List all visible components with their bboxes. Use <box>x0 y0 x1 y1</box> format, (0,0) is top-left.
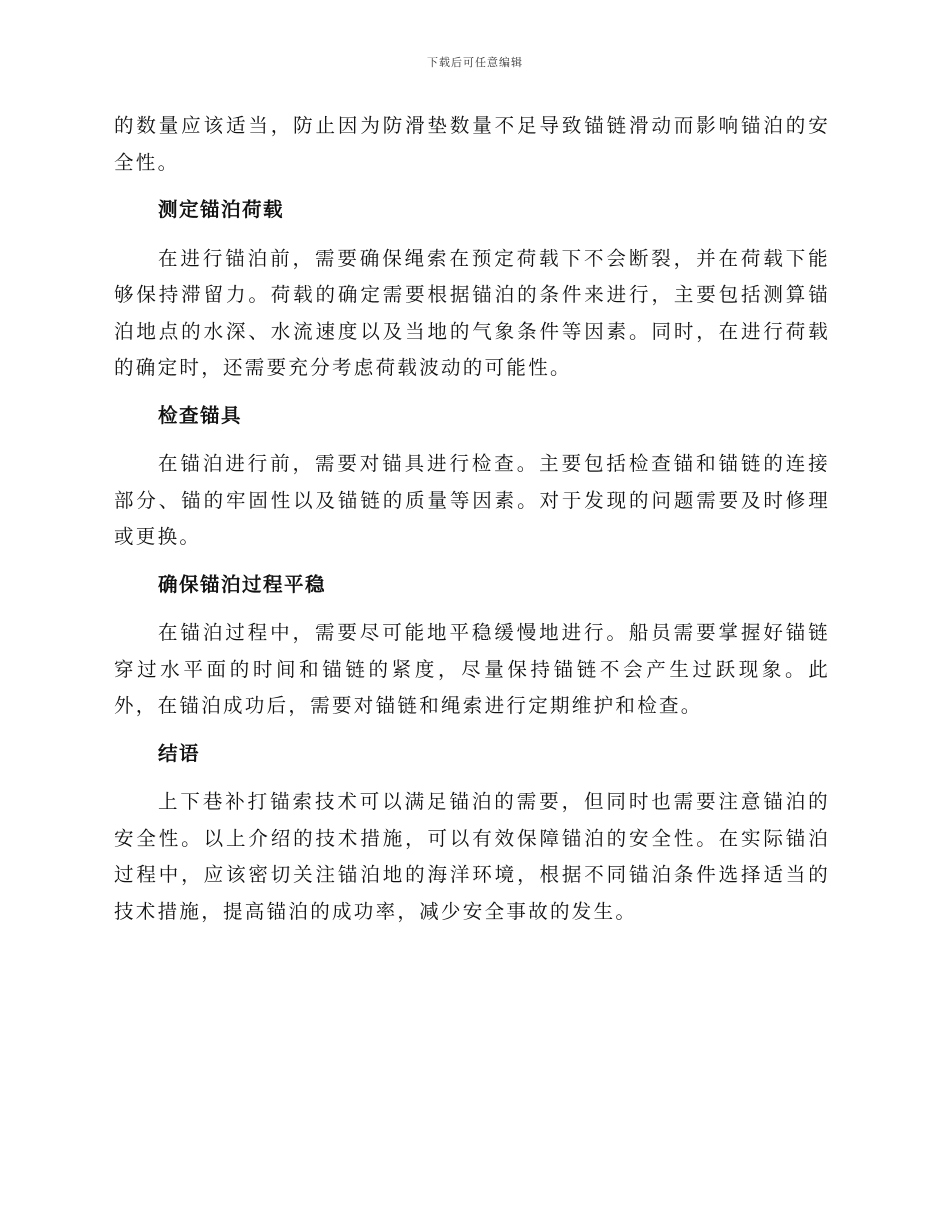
section-heading-smooth-process: 确保锚泊过程平稳 <box>158 572 327 596</box>
spacer <box>114 725 830 736</box>
section-body-inspect-anchor: 在锚泊进行前，需要对锚具进行检查。主要包括检查锚和锚链的连接部分、锚的牢固性以及锚链的质量等因素。对于发现的问题需要及时修理或更换。 <box>114 452 830 548</box>
section-body-smooth-process: 在锚泊过程中，需要尽可能地平稳缓慢地进行。船员需要掌握好锚链穿过水平面的时间和锚链的紧度，尽量保持锚链不会产生过跃现象。此外，在锚泊成功后，需要对锚链和绳索进行定期维护和检查。 <box>114 621 830 717</box>
section-body-measure-load: 在进行锚泊前，需要确保绳索在预定荷载下不会断裂，并在荷载下能够保持滞留力。荷载的确定需要根据锚泊的条件来进行，主要包括测算锚泊地点的水深、水流速度以及当地的气象条件等因素。同时，在进行荷载的确定时，还需要充分考虑荷载波动的可能性。 <box>114 246 830 379</box>
spacer <box>114 229 830 241</box>
intro-paragraph: 的数量应该适当，防止因为防滑垫数量不足导致锚链滑动而影响锚泊的安全性。 <box>114 114 830 174</box>
section-heading-conclusion: 结语 <box>158 741 201 765</box>
section-heading-inspect-anchor: 检查锚具 <box>158 403 243 427</box>
spacer <box>114 387 830 398</box>
spacer <box>114 556 830 567</box>
page-header-note: 下载后可任意编辑 <box>427 56 523 69</box>
spacer <box>114 772 830 784</box>
spacer <box>114 181 830 192</box>
document-body <box>114 108 830 930</box>
section-heading-measure-load: 测定锚泊荷载 <box>158 198 285 221</box>
spacer <box>114 434 830 446</box>
section-body-conclusion: 上下巷补打锚索技术可以满足锚泊的需要，但同时也需要注意锚泊的安全性。以上介绍的技术措施，可以有效保障锚泊的安全性。在实际锚泊过程中，应该密切关注锚泊地的海洋环境，根据不同锚泊条件选择适当的技术措施，提高锚泊的成功率，减少安全事故的发生。 <box>114 790 830 923</box>
spacer <box>114 603 830 615</box>
